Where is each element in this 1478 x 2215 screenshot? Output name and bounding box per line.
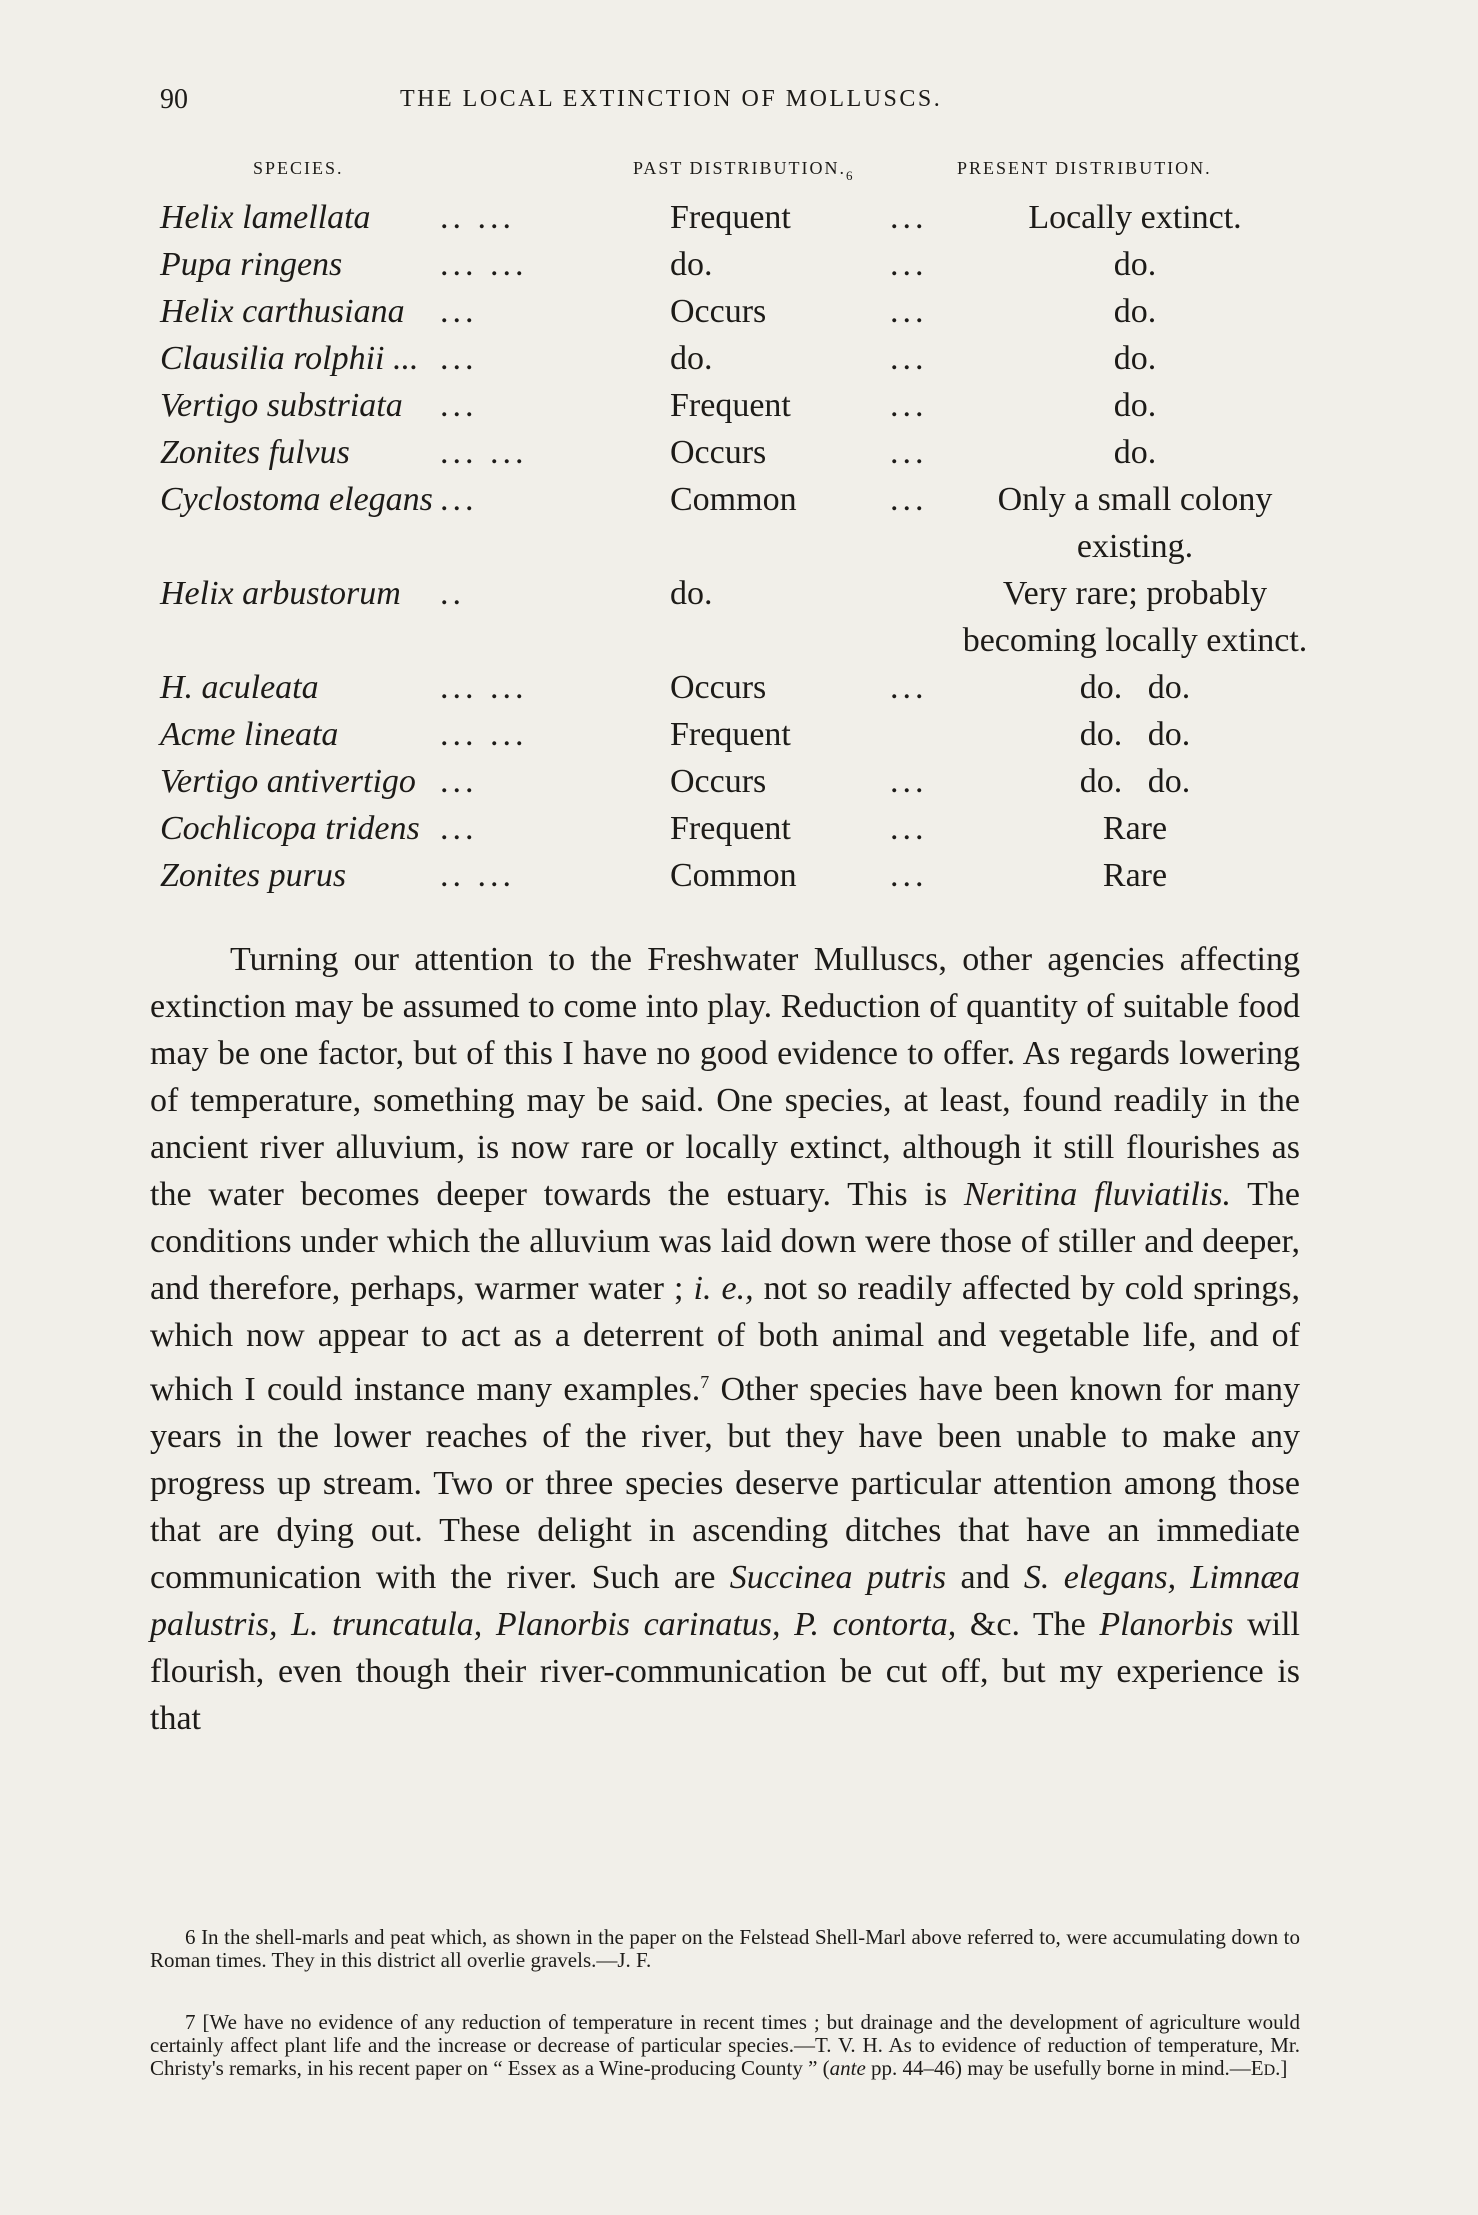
body-text-run: will flourish, even though their river-communication be cut off, but my experience is that bbox=[150, 1606, 1300, 1737]
body-paragraph bbox=[150, 936, 1300, 1742]
leader-dots: ... bbox=[890, 669, 928, 706]
species-name-inline: Succinea putris bbox=[729, 1559, 947, 1596]
footnote-6: 6 In the shell-marls and peat which, as shown in the paper on the Felstead Shell-Marl above referred to, were accumulating down to Roman times. They in this district all overlie gravels.—J. F. bbox=[150, 1925, 1300, 1972]
past-distribution: Common bbox=[670, 481, 797, 518]
species-name: Clausilia rolphii ... bbox=[160, 340, 419, 377]
leader-dots: .. bbox=[440, 575, 465, 612]
footnote-ref-6: 6 bbox=[846, 168, 853, 183]
present-distribution: Only a small colony existing. bbox=[997, 481, 1273, 565]
body-text-run: Turning our attention to the Freshwater Mulluscs, other agencies affecting extinction may be assumed to come into play. Reduction of quantity of suitable food may be one factor, but of this I have no good evidence to offer. As regards lowering of temperature, something may be said. One species, at least, found readily in the ancient river alluvium, is now rare or locally extinct, although it still flourishes as the water becomes deeper towards the estuary. This is bbox=[150, 941, 1300, 1213]
species-name: Zonites fulvus bbox=[160, 434, 350, 471]
leader-dots: ... bbox=[890, 340, 928, 377]
past-distribution: Frequent bbox=[670, 810, 791, 847]
past-distribution-column-header bbox=[633, 158, 853, 184]
present-distribution: do. bbox=[1113, 434, 1157, 471]
present-distribution: do. bbox=[1113, 293, 1157, 330]
present-distribution: do. bbox=[1113, 246, 1157, 283]
past-distribution: Common bbox=[670, 857, 797, 894]
body-text-run: The conditions under which the alluvium was laid down were those of stiller and deeper, and therefore, perhaps, warmer water ; bbox=[150, 1176, 1300, 1307]
table-row bbox=[150, 241, 1310, 288]
present-distribution: do. do. bbox=[1079, 669, 1191, 706]
leader-dots: ... ... bbox=[440, 246, 528, 283]
past-distribution: do. bbox=[670, 575, 713, 612]
leader-dots: ... bbox=[890, 810, 928, 847]
species-name: Cochlicopa tridens bbox=[160, 810, 420, 847]
leader-dots: ... bbox=[890, 387, 928, 424]
table-row bbox=[150, 711, 1310, 758]
present-distribution: do. do. bbox=[1079, 716, 1191, 753]
table-row bbox=[150, 758, 1310, 805]
species-name: Helix arbustorum bbox=[160, 575, 401, 612]
page-number: 90 bbox=[160, 84, 188, 115]
leader-dots: ... bbox=[890, 434, 928, 471]
species-name: Vertigo substriata bbox=[160, 387, 403, 424]
table-row bbox=[150, 288, 1310, 335]
leader-dots: ... bbox=[890, 199, 928, 236]
table-row bbox=[150, 335, 1310, 382]
species-name: Pupa ringens bbox=[160, 246, 343, 283]
present-distribution: Very rare; probably becoming locally extinct. bbox=[962, 575, 1308, 659]
body-text-run: not so readily affected by cold springs, which now appear to act as a deterrent of both animal and vegetable life, and of which I could instance many examples. bbox=[150, 1270, 1301, 1408]
footnote-small-caps: D bbox=[1263, 2062, 1276, 2079]
present-distribution: Rare bbox=[1102, 810, 1168, 847]
footnote-italic: ante bbox=[829, 2056, 866, 2080]
past-distribution: do. bbox=[670, 246, 713, 283]
abbreviation: i. e., bbox=[693, 1270, 754, 1307]
leader-dots: ... bbox=[890, 857, 928, 894]
table-row bbox=[150, 805, 1310, 852]
past-distribution: Frequent bbox=[670, 387, 791, 424]
past-distribution: Occurs bbox=[670, 763, 767, 800]
leader-dots: ... bbox=[440, 481, 478, 518]
footnote-ref-7: 7 bbox=[700, 1372, 710, 1392]
species-name: Cyclostoma elegans bbox=[160, 481, 433, 518]
body-text-run: and bbox=[960, 1559, 1010, 1596]
table-header-row bbox=[150, 158, 1310, 194]
table-row bbox=[150, 852, 1310, 899]
past-distribution: Occurs bbox=[670, 293, 767, 330]
footnote-7 bbox=[150, 2011, 1300, 2082]
leader-dots: ... ... bbox=[440, 434, 528, 471]
species-name: Helix carthusiana bbox=[160, 293, 405, 330]
leader-dots: ... ... bbox=[440, 716, 528, 753]
footnote-text-run: 7 [We have no evidence of any reduction of temperature in recent times ; but drainage and the development of agriculture would certainly affect plant life and the increase or decrease of particular species.—T. V. H. As to evidence of reduction of temperature, Mr. Christy's remarks, in his recent paper on “ Essex as a Wine-producing County ” ( bbox=[150, 2010, 1300, 2080]
leader-dots: ... bbox=[440, 810, 478, 847]
species-column-header: SPECIES. bbox=[253, 158, 344, 178]
table-row bbox=[150, 570, 1310, 664]
table-row bbox=[150, 429, 1310, 476]
species-name: Helix lamellata bbox=[160, 199, 371, 236]
species-name: Acme lineata bbox=[160, 716, 339, 753]
table-row bbox=[150, 664, 1310, 711]
leader-dots: ... bbox=[440, 340, 478, 377]
leader-dots: ... bbox=[440, 387, 478, 424]
present-distribution: Locally extinct. bbox=[1028, 199, 1242, 236]
running-head bbox=[150, 84, 1315, 124]
leader-dots: ... bbox=[890, 293, 928, 330]
past-distribution: do. bbox=[670, 340, 713, 377]
species-name-inline: Planorbis bbox=[1099, 1606, 1234, 1643]
distribution-table bbox=[150, 158, 1310, 899]
table-row bbox=[150, 194, 1310, 241]
leader-dots: ... bbox=[440, 763, 478, 800]
past-distribution: Frequent bbox=[670, 199, 791, 236]
footnote-text-run: pp. 44–46) may be usefully borne in mind.—E bbox=[865, 2056, 1264, 2080]
present-distribution: do. bbox=[1113, 387, 1157, 424]
past-header-label: PAST DISTRIBUTION. bbox=[633, 158, 847, 178]
past-distribution: Occurs bbox=[670, 434, 767, 471]
table-row bbox=[150, 382, 1310, 429]
species-name: Vertigo antivertigo bbox=[160, 763, 416, 800]
leader-dots: ... bbox=[890, 246, 928, 283]
past-distribution: Frequent bbox=[670, 716, 791, 753]
leader-dots: ... bbox=[890, 481, 928, 518]
species-name: Zonites purus bbox=[160, 857, 347, 894]
present-distribution: do. bbox=[1113, 340, 1157, 377]
table-row bbox=[150, 476, 1310, 570]
leader-dots: .. ... bbox=[440, 199, 515, 236]
species-name: H. aculeata bbox=[160, 669, 319, 706]
species-name-inline: Neritina fluviatilis. bbox=[963, 1176, 1231, 1213]
present-distribution: Rare bbox=[1102, 857, 1168, 894]
present-distribution: do. do. bbox=[1079, 763, 1191, 800]
body-text-run: &c. The bbox=[969, 1606, 1086, 1643]
leader-dots: ... ... bbox=[440, 669, 528, 706]
leader-dots: ... bbox=[440, 293, 478, 330]
footnote-text-run: .] bbox=[1275, 2056, 1288, 2080]
body-text-run: Other species have been known for many years in the lower reaches of the river, but they have been unable to make any progress up stream. Two or three species deserve particular attention among those that are dying out. These delight in ascending ditches that have an immediate communication with the river. Such are bbox=[150, 1371, 1300, 1596]
past-distribution: Occurs bbox=[670, 669, 767, 706]
species-name-inline: S. elegans, Limnæa palustris, L. truncatula, Planorbis carinatus, P. contorta, bbox=[150, 1559, 1301, 1643]
leader-dots: .. ... bbox=[440, 857, 515, 894]
leader-dots: ... bbox=[890, 763, 928, 800]
present-distribution-column-header: PRESENT DISTRIBUTION. bbox=[957, 158, 1212, 178]
running-title: THE LOCAL EXTINCTION OF MOLLUSCS. bbox=[400, 86, 943, 112]
